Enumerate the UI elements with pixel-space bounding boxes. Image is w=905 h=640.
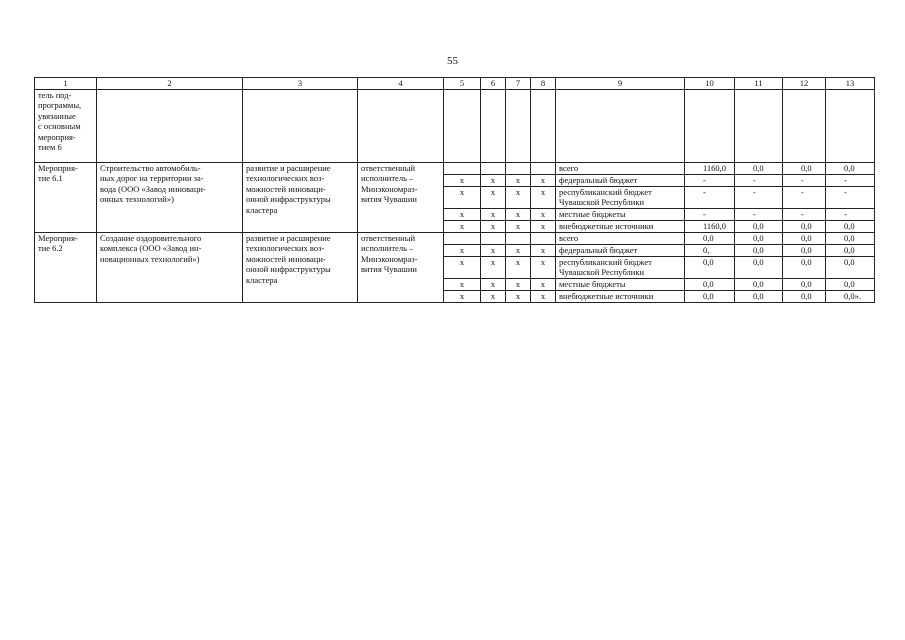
- table-row: [35, 232, 875, 244]
- header-cell: 5: [444, 78, 481, 90]
- period-mark: х: [444, 256, 481, 278]
- text-line: развитие и расширение: [246, 162, 331, 173]
- period-mark: х: [444, 220, 481, 232]
- period-mark: х: [481, 186, 506, 208]
- text-line: технологических воз-: [246, 243, 325, 253]
- amount-cell: 0,0: [735, 278, 783, 290]
- text-line: кластера: [246, 274, 278, 285]
- period-mark: х: [444, 186, 481, 208]
- period-mark: х: [481, 220, 506, 232]
- text-line: тие 6.2: [38, 243, 63, 253]
- period-mark: х: [531, 174, 556, 186]
- empty-cell: [783, 89, 826, 162]
- period-mark: [481, 232, 506, 244]
- continuation-label: [35, 89, 97, 162]
- amount-cell: 0,0: [735, 220, 783, 232]
- amount-cell: 0,0».: [826, 290, 875, 302]
- amount-cell: 0,0: [783, 256, 826, 278]
- amount-cell: -: [783, 186, 826, 208]
- text-line: можностей инноваци-: [246, 183, 326, 194]
- amount-cell: 0,0: [735, 256, 783, 278]
- text-line: Создание оздоровительного: [100, 232, 202, 243]
- period-mark: х: [531, 256, 556, 278]
- amount-cell: 0,0: [826, 162, 875, 174]
- funding-source: федеральный бюджет: [556, 244, 685, 256]
- amount-cell: 0,0: [783, 232, 826, 244]
- amount-cell: -: [783, 174, 826, 186]
- period-mark: [506, 162, 531, 174]
- period-mark: х: [444, 174, 481, 186]
- text-line: увязанные: [38, 110, 76, 121]
- period-mark: [531, 232, 556, 244]
- period-mark: [481, 162, 506, 174]
- period-mark: х: [481, 244, 506, 256]
- event-goal: [243, 162, 358, 232]
- period-mark: х: [506, 244, 531, 256]
- header-cell: 8: [531, 78, 556, 90]
- amount-cell: 0,0: [783, 220, 826, 232]
- period-mark: х: [481, 208, 506, 220]
- text-line: программы,: [38, 100, 82, 110]
- period-mark: х: [531, 244, 556, 256]
- period-mark: х: [444, 278, 481, 290]
- amount-cell: 0,0: [826, 244, 875, 256]
- event-executor: [358, 162, 444, 232]
- event-goal: [243, 232, 358, 302]
- text-line: вития Чувашии: [361, 264, 417, 274]
- text-line: тие 6.1: [38, 173, 63, 183]
- text-line: исполнитель –: [361, 243, 414, 253]
- text-line: новационных технологий»): [100, 253, 200, 264]
- amount-cell: 0,0: [826, 278, 875, 290]
- header-cell: 7: [506, 78, 531, 90]
- period-mark: х: [506, 256, 531, 278]
- text-line: комплекса (ООО «Завод ин-: [100, 243, 202, 253]
- amount-cell: 0,0: [783, 162, 826, 174]
- funding-source: внебюджетные источники: [556, 220, 685, 232]
- amount-cell: 0,0: [685, 278, 735, 290]
- period-mark: х: [506, 278, 531, 290]
- text-line: Минэкономраз-: [361, 253, 418, 264]
- header-cell: 9: [556, 78, 685, 90]
- program-table: [34, 77, 875, 303]
- empty-cell: [243, 89, 358, 162]
- period-mark: [531, 162, 556, 174]
- text-line: исполнитель –: [361, 173, 414, 183]
- text-line: развитие и расширение: [246, 232, 331, 243]
- header-cell: 10: [685, 78, 735, 90]
- text-line: с основным: [38, 121, 81, 131]
- funding-source: всего: [556, 232, 685, 244]
- header-cell: 13: [826, 78, 875, 90]
- period-mark: х: [506, 186, 531, 208]
- empty-cell: [735, 89, 783, 162]
- text-line: технологических воз-: [246, 173, 325, 183]
- funding-source: республиканский бюджет Чувашской Республики: [556, 186, 685, 208]
- amount-cell: -: [685, 174, 735, 186]
- amount-cell: -: [685, 186, 735, 208]
- header-cell: 11: [735, 78, 783, 90]
- period-mark: х: [481, 256, 506, 278]
- text-line: онной инфраструктуры: [246, 194, 331, 204]
- amount-cell: -: [735, 174, 783, 186]
- period-mark: х: [444, 208, 481, 220]
- empty-cell: [97, 89, 243, 162]
- amount-cell: 1160,0: [685, 220, 735, 232]
- text-line: тием 6: [38, 142, 62, 152]
- amount-cell: 0,0: [826, 220, 875, 232]
- event-description: [97, 232, 243, 302]
- period-mark: х: [506, 220, 531, 232]
- event-description: [97, 162, 243, 232]
- amount-cell: 0,: [685, 244, 735, 256]
- empty-cell: [556, 89, 685, 162]
- table-row: [35, 162, 875, 174]
- funding-source: внебюджетные источники: [556, 290, 685, 302]
- period-mark: х: [506, 174, 531, 186]
- period-mark: х: [481, 174, 506, 186]
- text-line: ных дорог на территории за-: [100, 173, 204, 183]
- amount-cell: -: [826, 174, 875, 186]
- text-line: можностей инноваци-: [246, 253, 326, 264]
- header-cell: 1: [35, 78, 97, 90]
- amount-cell: 1160,0: [685, 162, 735, 174]
- empty-cell: [481, 89, 506, 162]
- text-line: мероприя-: [38, 131, 76, 142]
- funding-source: местные бюджеты: [556, 208, 685, 220]
- funding-source: местные бюджеты: [556, 278, 685, 290]
- funding-source: всего: [556, 162, 685, 174]
- amount-cell: 0,0: [735, 232, 783, 244]
- amount-cell: 0,0: [783, 244, 826, 256]
- amount-cell: -: [826, 186, 875, 208]
- funding-source: федеральный бюджет: [556, 174, 685, 186]
- amount-cell: 0,0: [783, 278, 826, 290]
- period-mark: х: [531, 278, 556, 290]
- period-mark: х: [506, 208, 531, 220]
- header-cell: 12: [783, 78, 826, 90]
- amount-cell: -: [735, 208, 783, 220]
- amount-cell: 0,0: [685, 232, 735, 244]
- header-cell: 2: [97, 78, 243, 90]
- period-mark: х: [531, 186, 556, 208]
- text-line: Строительство автомобиль-: [100, 162, 201, 173]
- period-mark: [444, 232, 481, 244]
- period-mark: [506, 232, 531, 244]
- empty-cell: [506, 89, 531, 162]
- text-line: Мероприя-: [38, 232, 78, 243]
- amount-cell: 0,0: [735, 162, 783, 174]
- continuation-row: [35, 89, 875, 162]
- amount-cell: -: [685, 208, 735, 220]
- text-line: тель под-: [38, 89, 72, 100]
- amount-cell: -: [783, 208, 826, 220]
- period-mark: [444, 162, 481, 174]
- empty-cell: [685, 89, 735, 162]
- text-line: вода (ООО «Завод инноваци-: [100, 183, 206, 194]
- event-name: [35, 232, 97, 302]
- amount-cell: 0,0: [685, 290, 735, 302]
- period-mark: х: [531, 290, 556, 302]
- empty-cell: [531, 89, 556, 162]
- period-mark: х: [444, 244, 481, 256]
- header-cell: 4: [358, 78, 444, 90]
- amount-cell: 0,0: [826, 232, 875, 244]
- text-line: Мероприя-: [38, 162, 78, 173]
- period-mark: х: [481, 278, 506, 290]
- amount-cell: 0,0: [826, 256, 875, 278]
- header-cell: 3: [243, 78, 358, 90]
- page-number: 55: [447, 55, 458, 67]
- funding-source: республиканский бюджет Чувашской Республики: [556, 256, 685, 278]
- text-line: вития Чувашии: [361, 194, 417, 204]
- amount-cell: -: [826, 208, 875, 220]
- text-line: ответственный: [361, 162, 415, 173]
- amount-cell: 0,0: [783, 290, 826, 302]
- text-line: онных технологий»): [100, 194, 174, 204]
- header-cell: 6: [481, 78, 506, 90]
- empty-cell: [826, 89, 875, 162]
- amount-cell: 0,0: [735, 290, 783, 302]
- period-mark: х: [481, 290, 506, 302]
- period-mark: х: [531, 208, 556, 220]
- amount-cell: 0,0: [735, 244, 783, 256]
- period-mark: х: [506, 290, 531, 302]
- amount-cell: -: [735, 186, 783, 208]
- event-name: [35, 162, 97, 232]
- header-row: [35, 78, 875, 90]
- text-line: Минэкономраз-: [361, 183, 418, 194]
- text-line: кластера: [246, 204, 278, 215]
- amount-cell: 0,0: [685, 256, 735, 278]
- period-mark: х: [531, 220, 556, 232]
- text-line: онной инфраструктуры: [246, 264, 331, 274]
- event-executor: [358, 232, 444, 302]
- empty-cell: [444, 89, 481, 162]
- text-line: ответственный: [361, 232, 415, 243]
- empty-cell: [358, 89, 444, 162]
- period-mark: х: [444, 290, 481, 302]
